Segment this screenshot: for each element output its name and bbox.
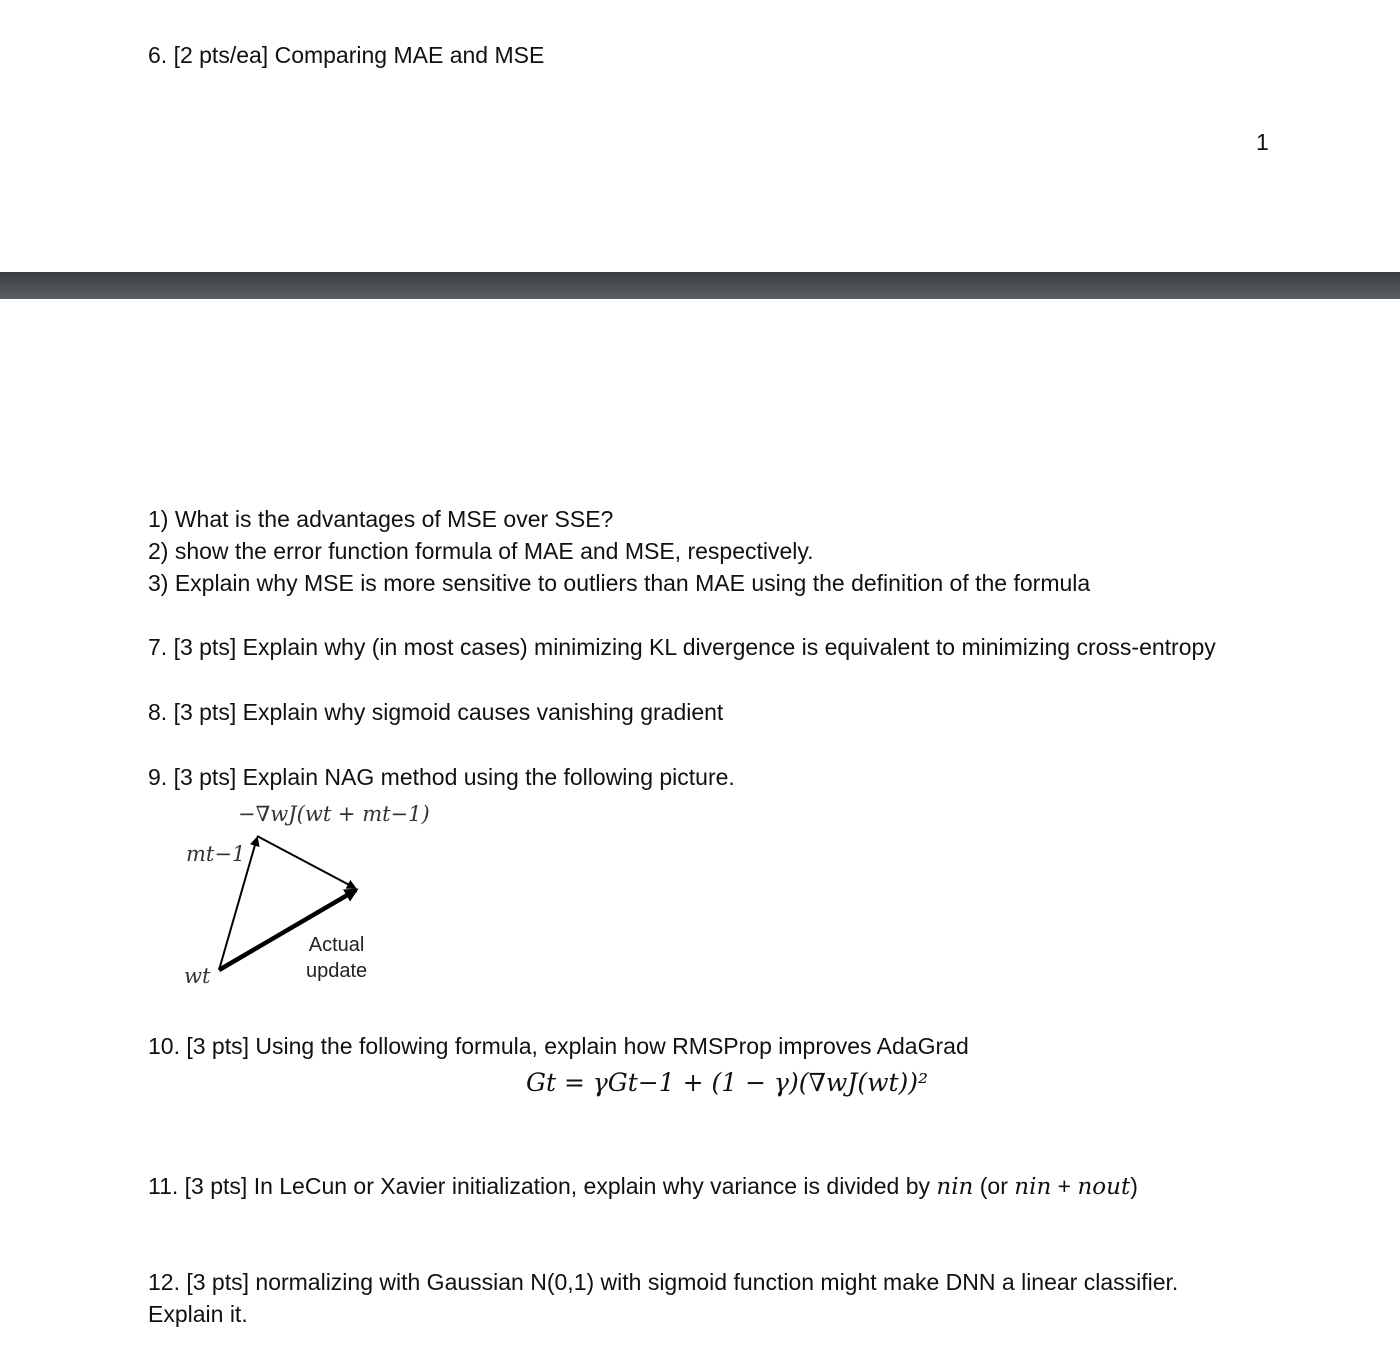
n-out-symbol: nout [1077, 1174, 1131, 1200]
gradient-vector [257, 836, 355, 888]
paren-close: ) [1130, 1173, 1138, 1199]
gradient-label: −∇wJ(wt + mt−1) [238, 802, 430, 826]
question-6-sub-1: 1) What is the advantages of MSE over SSE? [148, 506, 614, 532]
question-7: 7. [3 pts] Explain why (in most cases) minimizing KL divergence is equivalent to minimizing cross-entropy [148, 634, 1216, 660]
n-in-symbol: nin [936, 1174, 974, 1200]
question-11-text: 11. [3 pts] In LeCun or Xavier initialization, explain why variance is divided by [148, 1173, 930, 1199]
question-9: 9. [3 pts] Explain NAG method using the following picture. [148, 764, 735, 790]
paren-open: (or [979, 1173, 1008, 1199]
caption-line-2: update [306, 960, 368, 982]
question-11 [148, 1171, 1138, 1202]
n-in-symbol-2: nin [1014, 1174, 1052, 1200]
actual-update-caption [306, 932, 367, 984]
question-12-line-2: Explain it. [148, 1301, 248, 1327]
rmsprop-formula: Gt = γGt−1 + (1 − γ)(∇wJ(wt))² [526, 1068, 929, 1097]
question-8: 8. [3 pts] Explain why sigmoid causes vanishing gradient [148, 699, 724, 725]
weight-label: wt [184, 964, 211, 988]
plus-sign: + [1057, 1173, 1072, 1199]
page-number: 1 [1256, 129, 1269, 155]
question-10: 10. [3 pts] Using the following formula, explain how RMSProp improves AdaGrad [148, 1033, 969, 1059]
question-12-line-1: 12. [3 pts] normalizing with Gaussian N(0,1) with sigmoid function might make DNN a linear classifier. [148, 1269, 1179, 1295]
question-6-sub-3: 3) Explain why MSE is more sensitive to outliers than MAE using the definition of the formula [148, 570, 1091, 596]
momentum-label: mt−1 [186, 842, 246, 866]
question-6-title: 6. [2 pts/ea] Comparing MAE and MSE [148, 42, 545, 68]
caption-line-1: Actual [308, 934, 365, 956]
question-6-sub-2: 2) show the error function formula of MAE and MSE, respectively. [148, 538, 814, 564]
